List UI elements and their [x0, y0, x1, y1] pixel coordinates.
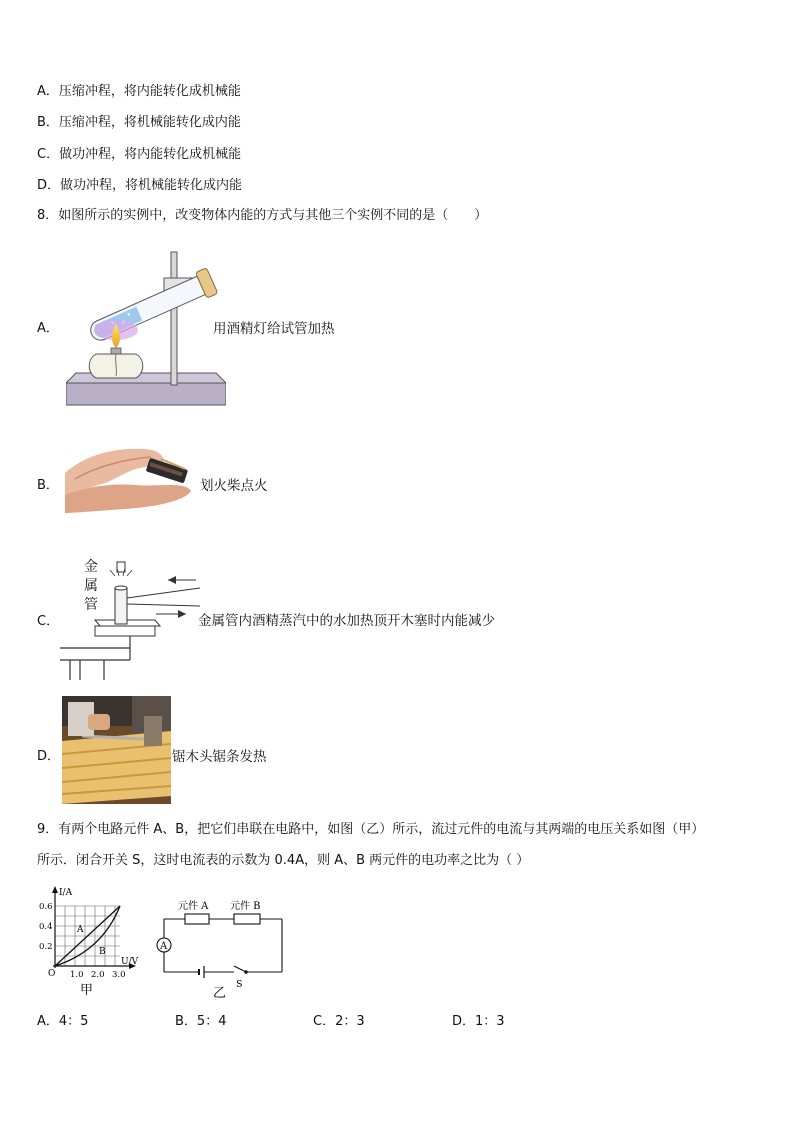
- striking-match-photo: [65, 435, 193, 515]
- graph-ylabel: I/A: [59, 888, 73, 898]
- metal-tube-label: 金 属 管: [84, 559, 98, 613]
- graph-caption: 甲: [80, 983, 94, 998]
- q9-answer-c: C．2：3: [313, 1014, 365, 1029]
- q7-option-c: C．做功冲程，将内能转化成机械能: [37, 147, 242, 162]
- graph-origin: O: [48, 969, 56, 979]
- q8-option-d-caption: 锯木头锯条发热: [172, 749, 267, 765]
- q8-option-a-label: A．: [37, 321, 59, 336]
- iu-graph: [36, 884, 146, 999]
- q9-answer-b: B．5：4: [175, 1014, 227, 1029]
- graph-ytick-0.2: 0.2: [39, 942, 53, 952]
- element-b-resistor: [234, 914, 260, 924]
- q7-option-d: D．做功冲程，将机械能转化成内能: [37, 178, 243, 193]
- switch-label: S: [236, 979, 243, 990]
- q8-stem: 8．如图所示的实例中，改变物体内能的方式与其他三个实例不同的是（ ）: [37, 208, 488, 223]
- element-b-label: 元件 B: [230, 901, 261, 912]
- q9-answer-d: D．1：3: [452, 1014, 505, 1029]
- q8-option-a-caption: 用酒精灯给试管加热: [213, 321, 335, 337]
- element-a-label: 元件 A: [178, 901, 209, 912]
- q8-option-c-label: C．: [37, 614, 60, 629]
- q9-stem-line-1: 9．有两个电路元件 A、B，把它们串联在电路中，如图（乙）所示，流过元件的电流与其两端的电压关系如图（甲）: [37, 822, 705, 837]
- q9-answer-a: A．4：5: [37, 1014, 89, 1029]
- graph-xtick-3.0: 3.0: [112, 970, 126, 980]
- graph-xtick-2.0: 2.0: [91, 970, 105, 980]
- circuit-caption: 乙: [213, 986, 227, 1000]
- q9-stem-line-2: 所示．闭合开关 S，这时电流表的示数为 0.4A，则 A、B 两元件的电功率之比为（ ）: [37, 853, 530, 868]
- q8-option-d-label: D．: [37, 749, 61, 764]
- graph-xlabel: U/V: [121, 957, 139, 967]
- circuit-diagram: [152, 895, 287, 1000]
- q8-option-b-caption: 划火柴点火: [200, 478, 268, 494]
- graph-curve-b-label: B: [99, 947, 106, 957]
- metal-tube-friction-figure: [60, 560, 200, 680]
- graph-xtick-1.0: 1.0: [70, 970, 84, 980]
- q7-option-b: B．压缩冲程，将机械能转化成内能: [37, 115, 241, 130]
- alcohol-lamp-heating-figure: [66, 250, 226, 410]
- graph-curve-a-label: A: [77, 925, 84, 935]
- graph-ytick-0.4: 0.4: [39, 922, 53, 932]
- ammeter-label: A: [160, 941, 168, 952]
- q8-option-c-caption: 金属管内酒精蒸汽中的水加热顶开木塞时内能减少: [198, 613, 495, 629]
- sawing-wood-photo: [62, 696, 171, 804]
- graph-ytick-0.6: 0.6: [39, 902, 53, 912]
- element-a-resistor: [185, 914, 209, 924]
- q8-option-b-label: B．: [37, 478, 59, 493]
- q7-option-a: A．压缩冲程，将内能转化成机械能: [37, 84, 241, 99]
